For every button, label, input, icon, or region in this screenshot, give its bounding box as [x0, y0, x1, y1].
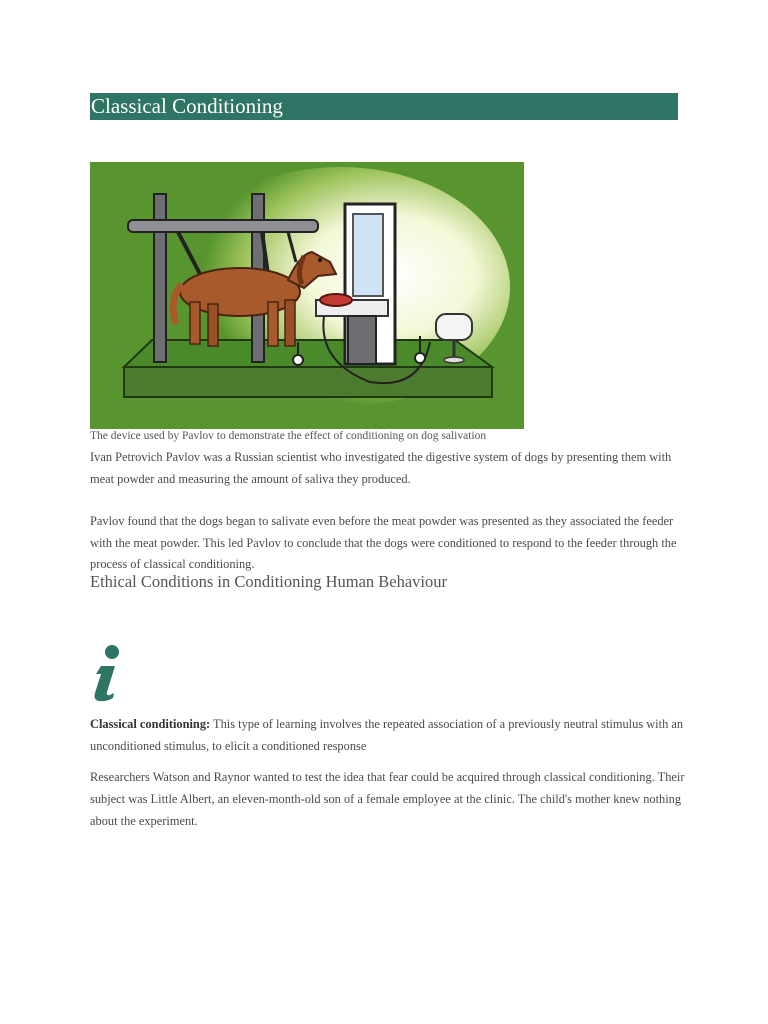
figure-caption: The device used by Pavlov to demonstrate the effect of conditioning on dog salivation: [90, 430, 487, 442]
info-icon: [90, 644, 122, 702]
pavlov-findings-paragraph: Pavlov found that the dogs began to salivate even before the meat powder was presented as they associated the feeder with the meat powder. This led Pavlov to conclude that the dogs were conditioned to respond to the feeder through the process of classical conditioning.: [90, 514, 677, 571]
little-albert-paragraph: Researchers Watson and Raynor wanted to test the idea that fear could be acquired through classical conditioning. Their subject was Little Albert, an eleven-month-old son of a female employee at the clinic. The child's mother knew nothing about the experiment.: [90, 770, 685, 828]
page-title: Classical Conditioning: [90, 93, 678, 120]
definition-text: This type of learning involves the repeated association of a previously neutral stimulus with an unconditioned stimulus, to elicit a conditioned response: [90, 717, 684, 753]
pavlov-apparatus-illustration: [90, 162, 524, 429]
definition-paragraph: [90, 713, 690, 757]
pavlov-apparatus-figure: [90, 162, 524, 429]
section-heading: Ethical Conditions in Conditioning Human Behaviour: [90, 572, 448, 591]
definition-term: Classical conditioning:: [90, 717, 211, 731]
intro-paragraph: Ivan Petrovich Pavlov was a Russian scientist who investigated the digestive system of dogs by presenting them with meat powder and measuring the amount of saliva they produced.: [90, 450, 672, 486]
